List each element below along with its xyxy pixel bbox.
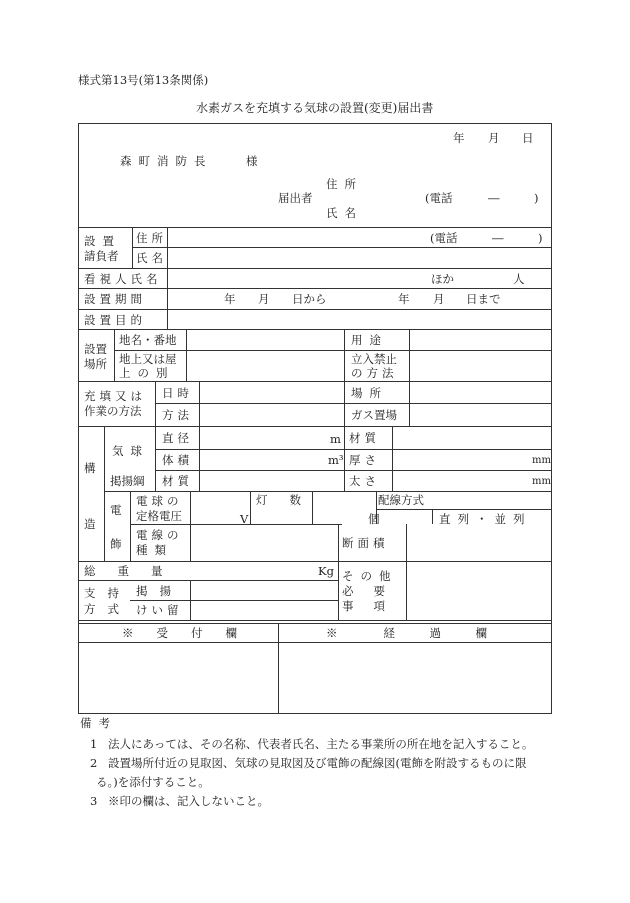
note-number: 1 bbox=[90, 737, 98, 751]
bulb-voltage-label: 電球の bbox=[136, 494, 183, 508]
period-from-day: 日から bbox=[292, 292, 327, 306]
filling-label-2: 作業の方法 bbox=[84, 404, 142, 418]
wire-type-label-2: 種類 bbox=[136, 543, 173, 557]
period-to-month: 月 bbox=[433, 292, 445, 306]
deco-label-2: 飾 bbox=[110, 537, 122, 551]
note-text-continued: る。)を添付すること。 bbox=[96, 775, 210, 789]
structure-label-2: 造 bbox=[84, 517, 96, 531]
wiring-value: 直列・並列 bbox=[439, 512, 532, 526]
filling-method-label: 方法 bbox=[162, 408, 193, 422]
contractor-label-2: 請負者 bbox=[84, 249, 119, 263]
note-text: 設置場所付近の見取図、気球の見取図及び電飾の配線図(電飾を附設するものに限 bbox=[108, 756, 527, 770]
rope-thickness-unit: mm bbox=[532, 476, 551, 487]
notes-title: 備考 bbox=[80, 716, 117, 730]
watcher-others: ほか bbox=[431, 272, 454, 286]
cross-section-label: 断面積 bbox=[342, 536, 389, 550]
thickness-label: 厚さ bbox=[349, 453, 380, 467]
filling-datetime-label: 日時 bbox=[162, 386, 193, 400]
anchor-label: けい留 bbox=[136, 603, 183, 617]
usage-label: 用途 bbox=[351, 333, 388, 347]
structure-label: 構 bbox=[84, 461, 96, 475]
contractor-phone-label: (電話 bbox=[430, 231, 458, 245]
filling-place-label: 場所 bbox=[351, 386, 388, 400]
diameter-unit: m bbox=[330, 432, 341, 446]
rope-thickness-label: 太さ bbox=[349, 474, 380, 488]
reception-column-header: ※ 受 付 欄 bbox=[122, 626, 237, 640]
period-to-year: 年 bbox=[398, 292, 410, 306]
bulb-voltage-label-2: 定格電圧 bbox=[136, 509, 182, 523]
hoist-label: 掲揚 bbox=[136, 584, 183, 598]
filling-label: 充填又は bbox=[84, 389, 146, 403]
other-label-2: 必要 bbox=[342, 584, 405, 598]
date-month-label: 月 bbox=[488, 131, 500, 145]
support-label-2: 方式 bbox=[84, 602, 131, 616]
thickness-unit: mm bbox=[532, 455, 551, 466]
support-label: 支持 bbox=[84, 586, 131, 600]
purpose-label: 設置目的 bbox=[84, 313, 146, 327]
diameter-label: 直径 bbox=[162, 431, 193, 445]
form-title: 水素ガスを充填する気球の設置(変更)届出書 bbox=[196, 101, 434, 115]
location-label-2: 場所 bbox=[84, 357, 107, 371]
rope-material-label: 材質 bbox=[162, 474, 193, 488]
progress-column-header: ※ 経 過 欄 bbox=[326, 626, 487, 640]
balloon-material-label: 材質 bbox=[349, 431, 380, 445]
notifier-phone-dash: ― bbox=[488, 191, 500, 205]
date-day-label: 日 bbox=[522, 131, 534, 145]
volume-unit: m³ bbox=[328, 453, 344, 467]
deco-label: 電 bbox=[110, 503, 122, 517]
notifier-phone-close: ) bbox=[534, 191, 539, 205]
contractor-address-label: 住所 bbox=[136, 231, 167, 245]
rope-label: 掲揚綱 bbox=[110, 474, 145, 488]
form-number: 様式第13号(第13条関係) bbox=[78, 73, 209, 87]
watcher-unit: 人 bbox=[513, 272, 525, 286]
ground-roof-label-2: 上の別 bbox=[119, 366, 175, 380]
lamp-count-unit: 個 bbox=[368, 512, 380, 526]
period-label: 設置期間 bbox=[84, 292, 146, 306]
note-text: ※印の欄は、記入しないこと。 bbox=[108, 794, 269, 808]
total-weight-label: 総重量 bbox=[84, 564, 185, 578]
wiring-label: 配線方式 bbox=[378, 493, 424, 507]
watcher-label: 看視人氏名 bbox=[84, 272, 162, 286]
other-label-3: 事項 bbox=[342, 599, 405, 613]
contractor-phone-dash: ― bbox=[492, 231, 504, 245]
gas-storage-label: ガス置場 bbox=[351, 408, 397, 422]
contractor-label: 設置 bbox=[84, 234, 121, 248]
date-year-label: 年 bbox=[453, 131, 465, 145]
lamp-count-label: 灯数 bbox=[256, 493, 323, 507]
notifier-address-label: 住所 bbox=[326, 177, 363, 191]
period-from-year: 年 bbox=[224, 292, 236, 306]
volume-label: 体積 bbox=[162, 453, 193, 467]
restrict-label: 立入禁止 bbox=[351, 352, 397, 366]
notifier-name-label: 氏名 bbox=[326, 206, 363, 220]
contractor-name-label: 氏名 bbox=[136, 251, 167, 265]
total-weight-unit: Kg bbox=[318, 564, 334, 578]
wire-type-label: 電線の bbox=[136, 528, 183, 542]
note-number: 3 bbox=[90, 794, 98, 808]
honorific: 様 bbox=[246, 154, 258, 168]
contractor-phone-close: ) bbox=[538, 231, 543, 245]
voltage-unit: V bbox=[240, 512, 249, 526]
notifier-label: 届出者 bbox=[278, 191, 313, 205]
note-number: 2 bbox=[90, 756, 98, 770]
period-from-month: 月 bbox=[258, 292, 270, 306]
other-label: その他 bbox=[342, 569, 398, 583]
location-label: 設置 bbox=[84, 342, 107, 356]
restrict-label-2: の方法 bbox=[351, 366, 398, 380]
period-to-day: 日まで bbox=[466, 292, 501, 306]
note-text: 法人にあっては、その名称、代表者氏名、主たる事業所の所在地を記入すること。 bbox=[108, 737, 534, 751]
balloon-label: 気球 bbox=[112, 444, 149, 458]
ground-roof-label: 地上又は屋 bbox=[119, 352, 177, 366]
addressee: 森町消防長 bbox=[120, 154, 213, 168]
notifier-phone-label: (電話 bbox=[425, 191, 453, 205]
lot-label: 地名・番地 bbox=[119, 333, 177, 347]
